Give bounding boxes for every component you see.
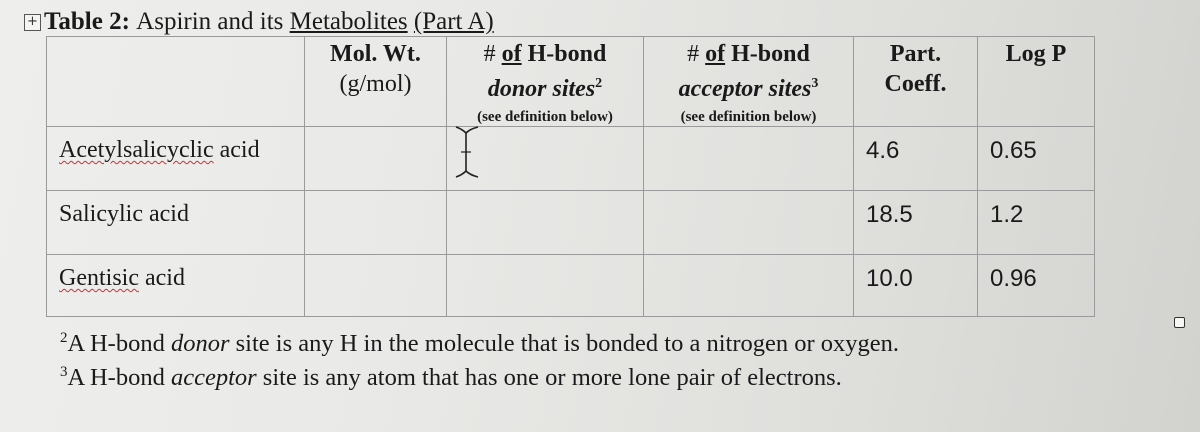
- header-acceptor-sup: 3: [811, 76, 819, 91]
- header-molwt-line2: (g/mol): [339, 71, 412, 97]
- header-cell-logp[interactable]: [978, 37, 1095, 127]
- header-cell-partcoeff[interactable]: [854, 37, 978, 127]
- compound-name-marked: Acetylsalicyclic: [59, 137, 214, 163]
- table-title: [24, 8, 494, 36]
- header-donor-note: (see definition below): [477, 109, 613, 125]
- partcoeff-cell[interactable]: 4.6: [854, 127, 978, 191]
- donor-cell[interactable]: [447, 255, 644, 317]
- header-row: [47, 37, 1095, 127]
- footnote-donor-sup: 2: [60, 330, 68, 346]
- resize-handle-icon[interactable]: [1174, 317, 1185, 328]
- header-donor-sup: 2: [595, 76, 603, 91]
- footnote-acceptor-sup: 3: [60, 364, 68, 381]
- header-donor-line2: donor sites: [487, 76, 596, 102]
- logp-cell[interactable]: 0.65: [978, 127, 1095, 191]
- header-acceptor-note: (see definition below): [680, 109, 817, 125]
- footnote-acceptor-italic: acceptor: [170, 364, 257, 392]
- table-row: [47, 191, 1095, 255]
- footnote-acceptor-pre: A H-bond: [67, 364, 171, 392]
- compound-name-cell[interactable]: [47, 127, 305, 191]
- footnote-donor-post: site is any H in the molecule that is bonded to a nitrogen or oxygen.: [229, 330, 900, 358]
- compound-name-marked: Gentisic: [59, 265, 139, 291]
- compound-name-rest: acid: [138, 265, 185, 291]
- header-donor-of: of: [501, 41, 522, 67]
- table-title-prefix: Table 2:: [44, 8, 130, 35]
- molwt-cell[interactable]: [305, 191, 447, 255]
- header-acceptor-hash: #: [687, 41, 700, 67]
- footnote-donor-pre: A H-bond: [67, 330, 171, 358]
- header-cell-donor[interactable]: [447, 37, 644, 127]
- footnote-donor-italic: donor: [170, 330, 230, 358]
- header-donor-hash: #: [483, 41, 496, 67]
- molwt-cell[interactable]: [305, 127, 447, 191]
- molwt-cell[interactable]: [305, 255, 447, 317]
- acceptor-cell[interactable]: [644, 127, 854, 191]
- header-molwt-line1: Mol. Wt.: [330, 41, 421, 67]
- acceptor-cell[interactable]: [644, 255, 854, 317]
- header-acceptor-of: of: [705, 41, 726, 67]
- header-cell-molwt[interactable]: [305, 37, 447, 127]
- partcoeff-cell[interactable]: 18.5: [854, 191, 978, 255]
- header-part-line1: Part.: [889, 41, 942, 67]
- donor-cell[interactable]: [447, 191, 644, 255]
- table-title-suffix: (Part A): [413, 8, 494, 35]
- compound-name-cell[interactable]: [47, 191, 305, 255]
- footnote-acceptor: [60, 358, 899, 392]
- compound-name-rest: acid: [213, 137, 260, 163]
- header-part-line2: Coeff.: [884, 71, 947, 97]
- logp-cell[interactable]: 1.2: [978, 191, 1095, 255]
- logp-cell[interactable]: 0.96: [978, 255, 1095, 317]
- acceptor-cell[interactable]: [644, 191, 854, 255]
- table-title-underlined: Metabolites: [289, 8, 408, 35]
- partcoeff-cell[interactable]: 10.0: [854, 255, 978, 317]
- text-cursor-icon: [450, 124, 486, 180]
- header-acceptor-line2: acceptor sites: [678, 76, 812, 102]
- table-row: [47, 255, 1095, 317]
- header-cell-compound[interactable]: [47, 37, 305, 127]
- metabolites-table: [46, 36, 1095, 317]
- table-title-mid: Aspirin and its: [136, 8, 284, 35]
- move-handle-icon[interactable]: +: [24, 14, 41, 31]
- footnotes: [60, 324, 899, 392]
- compound-name-rest: Salicylic acid: [59, 201, 189, 227]
- compound-name-cell[interactable]: [47, 255, 305, 317]
- footnote-donor: [60, 324, 899, 358]
- header-donor-rest: H-bond: [527, 41, 607, 67]
- header-cell-acceptor[interactable]: [644, 37, 854, 127]
- header-acceptor-rest: H-bond: [731, 41, 810, 67]
- footnote-acceptor-post: site is any atom that has one or more lone pair of electrons.: [256, 364, 842, 392]
- table-row: [47, 127, 1095, 191]
- header-logp: Log P: [1005, 41, 1067, 67]
